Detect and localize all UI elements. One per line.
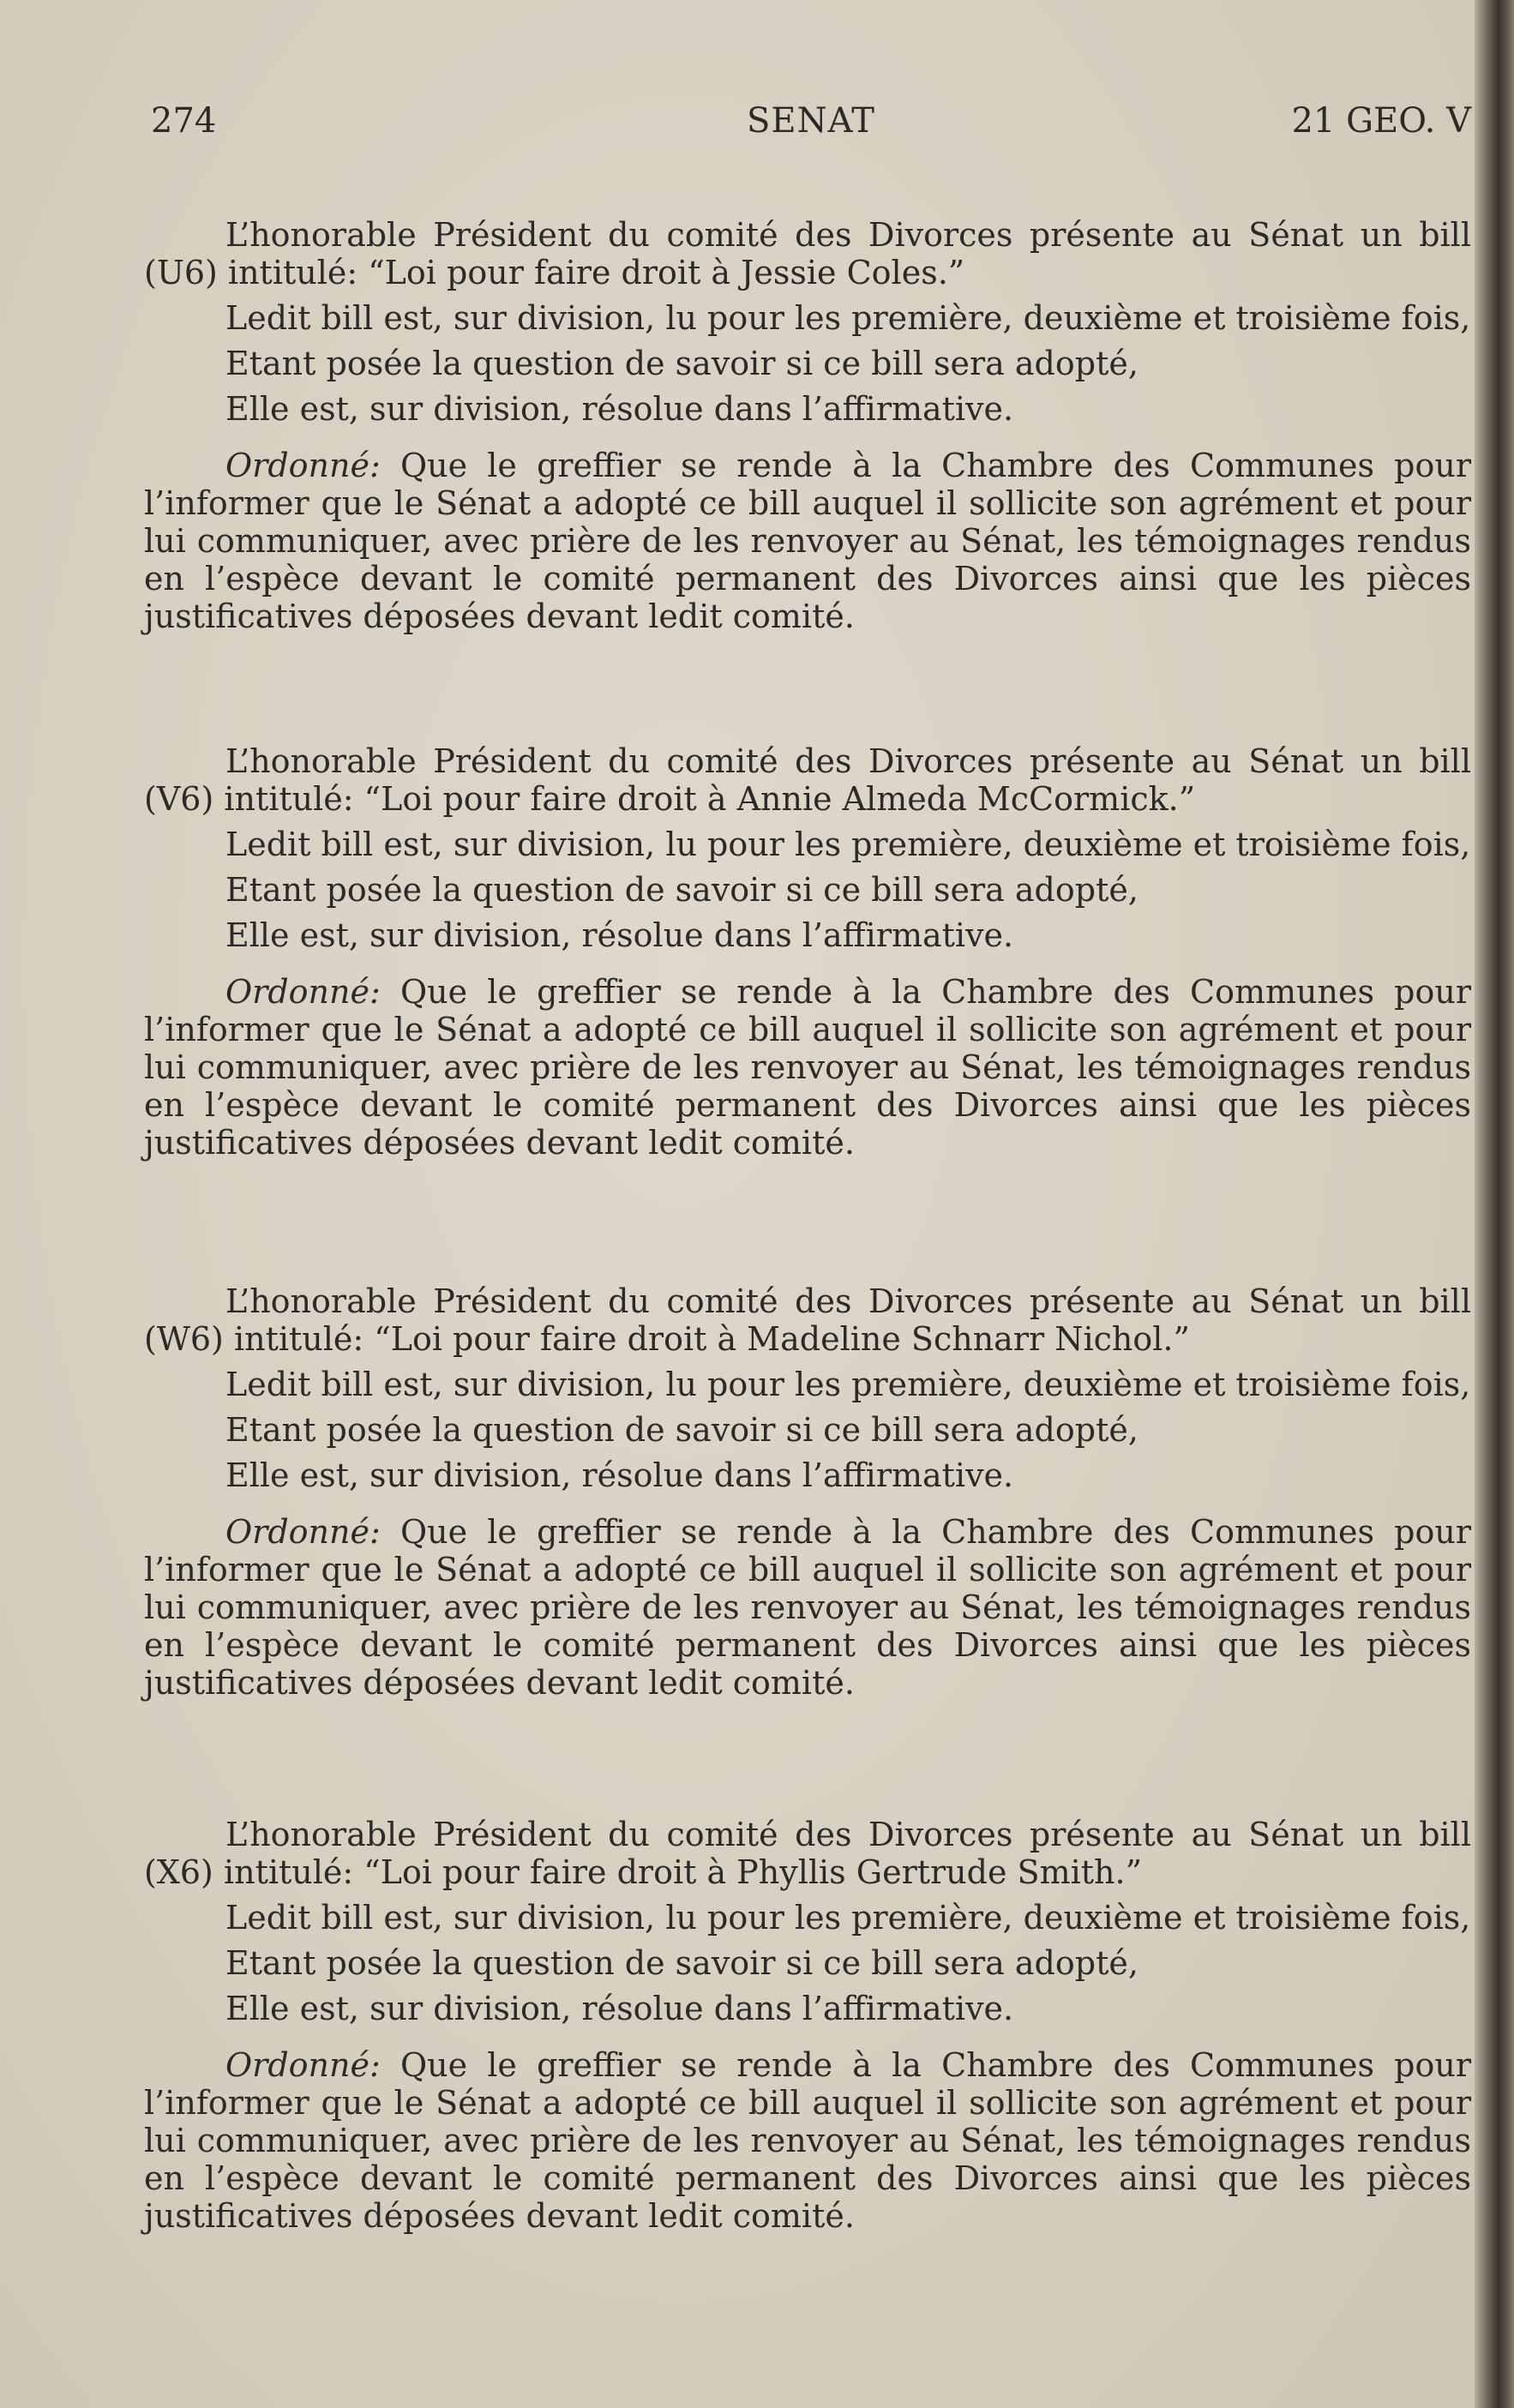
bill-result: Elle est, sur division, résolue dans l’affirmative. [225,1990,1014,2027]
bill-question: Etant posée la question de savoir si ce bill sera adopté, [225,345,1139,382]
bill-intro: L’honorable Président du comité des Divorces présente au Sénat un bill (X6) intitulé: “Loi pour faire droit à Phyllis Gertrude Smith.” [144,1816,1471,1891]
bill-intro: L’honorable Président du comité des Divorces présente au Sénat un bill (U6) intitulé: “Loi pour faire droit à Jessie Coles.” [144,216,1471,291]
bill-entry-v6 [144,742,1471,1162]
bill-reading: Ledit bill est, sur division, lu pour les première, deuxième et troisième fois, [225,1366,1471,1403]
bill-entry-u6 [144,216,1471,635]
order-label: Ordonné: [225,1513,381,1551]
session-label: 21 GEO. V [1291,101,1471,141]
bill-question: Etant posée la question de savoir si ce bill sera adopté, [225,1411,1139,1449]
bill-intro: L’honorable Président du comité des Divorces présente au Sénat un bill (W6) intitulé: “Loi pour faire droit à Madeline Schnarr Nichol.” [144,1282,1471,1358]
bill-result: Elle est, sur division, résolue dans l’affirmative. [225,916,1014,954]
bill-order [144,973,1471,1162]
order-text: Que le greffier se rende à la Chambre des Communes pour l’informer que le Sénat a adopté ce bill auquel il sollicite son agrément et pour lui communiquer, avec prière de les renvoyer au Sénat, les témoignages rendus en l’espèce devant le comité permanent des Divorces ainsi que les pièces justificatives déposées devant ledit comité. [144,447,1471,635]
bill-result: Elle est, sur division, résolue dans l’affirmative. [225,390,1014,428]
bill-reading: Ledit bill est, sur division, lu pour les première, deuxième et troisième fois, [225,1899,1471,1937]
order-label: Ordonné: [225,973,381,1011]
bill-order [144,447,1471,635]
bill-entry-x6 [144,1816,1471,2235]
bill-result: Elle est, sur division, résolue dans l’affirmative. [225,1456,1014,1494]
page-title: SENAT [747,101,875,141]
bill-reading: Ledit bill est, sur division, lu pour les première, deuxième et troisième fois, [225,826,1471,863]
order-label: Ordonné: [225,2046,381,2084]
bill-question: Etant posée la question de savoir si ce bill sera adopté, [225,1944,1139,1982]
order-text: Que le greffier se rende à la Chambre des Communes pour l’informer que le Sénat a adopté ce bill auquel il sollicite son agrément et pour lui communiquer, avec prière de les renvoyer au Sénat, les témoignages rendus en l’espèce devant le comité permanent des Divorces ainsi que les pièces justificatives déposées devant ledit comité. [144,2046,1471,2235]
bill-order [144,2046,1471,2235]
bill-entry-w6 [144,1282,1471,1702]
bill-question: Etant posée la question de savoir si ce bill sera adopté, [225,871,1139,909]
page-header [151,101,1471,153]
bill-reading: Ledit bill est, sur division, lu pour les première, deuxième et troisième fois, [225,299,1471,337]
bill-order [144,1513,1471,1702]
page-number: 274 [151,101,217,141]
book-binding-edge [1475,0,1514,2408]
order-label: Ordonné: [225,447,381,484]
bill-intro: L’honorable Président du comité des Divorces présente au Sénat un bill (V6) intitulé: “Loi pour faire droit à Annie Almeda McCormick.” [144,742,1471,818]
order-text: Que le greffier se rende à la Chambre des Communes pour l’informer que le Sénat a adopté ce bill auquel il sollicite son agrément et pour lui communiquer, avec prière de les renvoyer au Sénat, les témoignages rendus en l’espèce devant le comité permanent des Divorces ainsi que les pièces justificatives déposées devant ledit comité. [144,1513,1471,1702]
order-text: Que le greffier se rende à la Chambre des Communes pour l’informer que le Sénat a adopté ce bill auquel il sollicite son agrément et pour lui communiquer, avec prière de les renvoyer au Sénat, les témoignages rendus en l’espèce devant le comité permanent des Divorces ainsi que les pièces justificatives déposées devant ledit comité. [144,973,1471,1162]
